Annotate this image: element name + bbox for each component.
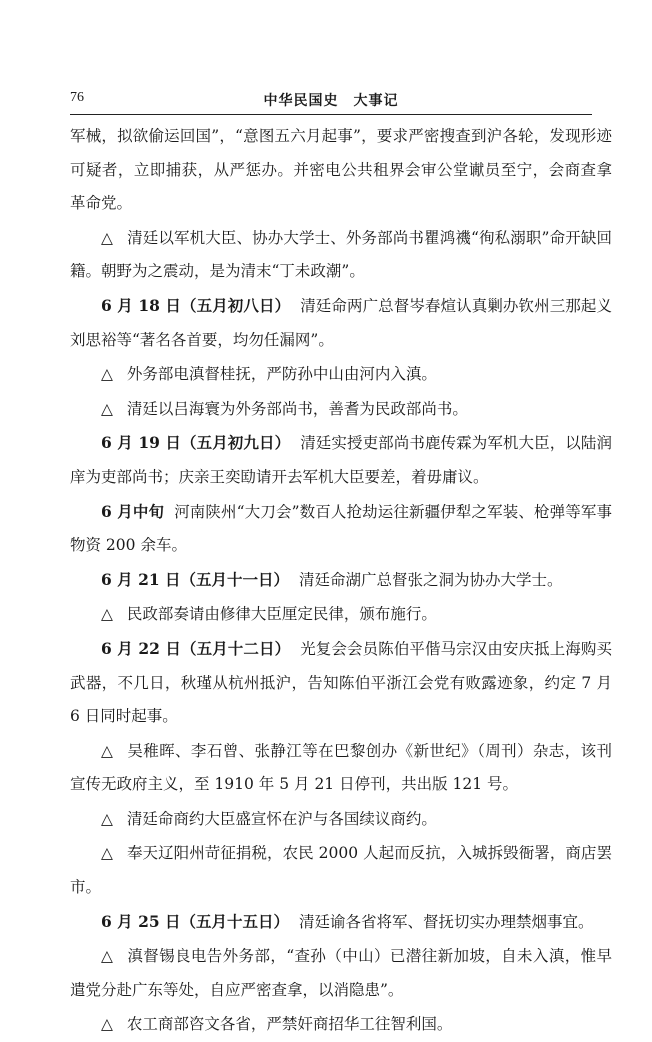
entry-text: 清廷命两广总督岑春煊认真剿办钦州三那起义刘思裕等“著名各首要，均勿任漏网”。	[70, 296, 612, 349]
entry-text: 清廷命湖广总督张之洞为协办大学士。	[299, 570, 563, 589]
entry-text: 奉天辽阳州苛征捐税，农民 2000 人起而反抗，入城拆毁衙署，商店罢市。	[70, 844, 612, 897]
entry-triangle	[70, 734, 612, 802]
entry-date: 6 月 22 日（五月十二日）	[101, 638, 291, 658]
entry-dated	[70, 289, 612, 357]
entry-text: 清廷以军机大臣、协办大学士、外务部尚书瞿鸿禨“徇私溺职”命开缺回籍。朝野为之震动，是为清末“丁未政潮”。	[70, 228, 612, 281]
triangle-marker-icon: △	[101, 843, 113, 863]
entry-text: 光复会会员陈伯平偕马宗汉由安庆抵上海购买武器，不几日，秋瑾从杭州抵沪，告知陈伯平浙江会党有败露迹象，约定 7 月 6 日同时起事。	[70, 639, 612, 726]
entry-date: 6 月 25 日（五月十五日）	[101, 911, 290, 931]
triangle-marker-icon: △	[101, 946, 114, 966]
triangle-marker-icon: △	[101, 1014, 113, 1034]
entry-date: 6 月 21 日（五月十一日）	[101, 569, 290, 589]
page-body	[70, 120, 612, 1042]
entry-text: 滇督锡良电告外务部，“查孙（中山）已潜往新加坡，自未入滇，惟早遣党分赴广东等处，自应严密查拿，以消隐患”。	[70, 947, 612, 999]
triangle-marker-icon: △	[101, 227, 114, 247]
entry-triangle	[70, 221, 612, 289]
entry-text: 清廷以吕海寰为外务部尚书，善耆为民政部尚书。	[126, 399, 468, 418]
triangle-marker-icon: △	[101, 398, 113, 418]
page-number: 76	[70, 90, 84, 105]
entry-triangle	[70, 1007, 612, 1042]
entry-dated	[70, 632, 612, 734]
entry-text: 民政部奏请由修律大臣厘定民律，颁布施行。	[126, 605, 437, 624]
entry-triangle	[70, 836, 612, 904]
entry-text: 河南陕州“大刀会”数百人抢劫运往新疆伊犁之军装、枪弹等军事物资 200 余车。	[70, 502, 612, 555]
paragraph-text: 军械，拟欲偷运回国”，“意图五六月起事”，要求严密搜查到沪各轮，发现形迹可疑者，立即捕获，从严惩办。并密电公共租界会审公堂谳员至宁，会商查拿革命党。	[70, 127, 612, 213]
entry-dated	[70, 905, 612, 940]
entry-text: 吴稚晖、李石曾、张静江等在巴黎创办《新世纪》（周刊）杂志，该刊宣传无政府主义，至 1910 年 5 月 21 日停刊，共出版 121 号。	[70, 741, 612, 794]
entry-dated	[70, 563, 612, 598]
triangle-marker-icon: △	[101, 364, 113, 384]
entry-text: 外务部电滇督桂抚，严防孙中山由河内入滇。	[126, 365, 437, 384]
triangle-marker-icon: △	[101, 604, 113, 624]
entry-triangle	[70, 597, 612, 632]
entry-date: 6 月中旬	[101, 501, 165, 521]
entry-text: 清廷命商约大臣盛宣怀在沪与各国续议商约。	[126, 809, 437, 828]
entry-date: 6 月 18 日（五月初八日）	[101, 295, 291, 315]
entry-triangle	[70, 802, 612, 837]
entry-text: 清廷实授吏部尚书鹿传霖为军机大臣，以陆润庠为吏部尚书；庆亲王奕劻请开去军机大臣要差，着毋庸议。	[70, 434, 612, 486]
entry-triangle	[70, 392, 612, 427]
entry-dated	[70, 495, 612, 563]
entry-text: 清廷谕各省将军、督抚切实办理禁烟事宜。	[299, 912, 594, 931]
triangle-marker-icon: △	[101, 740, 114, 760]
running-title: 中华民国史 大事记	[263, 93, 399, 109]
paragraph-continuation	[70, 120, 612, 221]
entry-triangle	[70, 357, 612, 392]
page-header	[70, 90, 592, 115]
entry-triangle	[70, 939, 612, 1007]
entry-dated	[70, 426, 612, 494]
entry-text: 农工商部咨文各省，严禁奸商招华工往智利国。	[126, 1015, 453, 1034]
triangle-marker-icon: △	[101, 808, 113, 828]
entry-date: 6 月 19 日（五月初九日）	[101, 433, 291, 453]
